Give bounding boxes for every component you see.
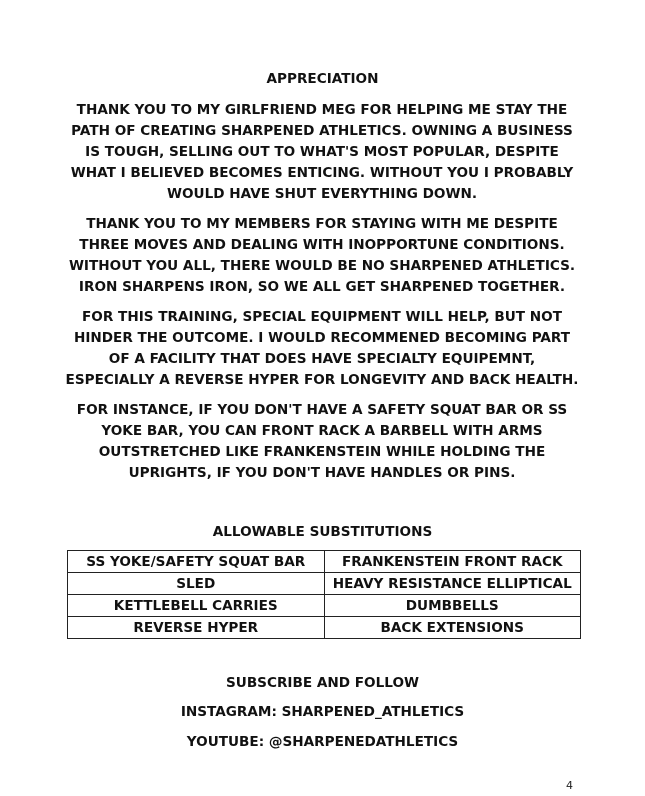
table-row: [68, 617, 581, 639]
table-cell: BACK EXTENSIONS: [324, 617, 581, 639]
instagram-handle: INSTAGRAM: SHARPENED_ATHLETICS: [180, 704, 465, 720]
youtube-handle: YOUTUBE: @SHARPENEDATHLETICS: [186, 734, 459, 750]
table-cell: DUMBBELLS: [324, 595, 581, 617]
appreciation-heading: APPRECIATION: [266, 71, 379, 87]
table-cell: HEAVY RESISTANCE ELLIPTICAL: [324, 573, 581, 595]
table-cell: REVERSE HYPER: [68, 617, 325, 639]
appreciation-paragraph-2: THANK YOU TO MY MEMBERS FOR STAYING WITH ME DESPITE THREE MOVES AND DEALING WITH INOPPORTUNE CONDITIONS. WITHOUT YOU ALL, THERE WOULD BE NO SHARPENED ATHLETICS. IRON SHARPENS IRON, SO WE ALL GET SHARPENED TOGETHER.: [68, 216, 576, 295]
table-cell: SS YOKE/SAFETY SQUAT BAR: [68, 551, 325, 573]
table-cell: FRANKENSTEIN FRONT RACK: [324, 551, 581, 573]
table-row: [68, 551, 581, 573]
table-row: [68, 595, 581, 617]
page-number: 4: [566, 779, 573, 792]
follow-heading: SUBSCRIBE AND FOLLOW: [225, 675, 419, 691]
appreciation-paragraph-1: THANK YOU TO MY GIRLFRIEND MEG FOR HELPING ME STAY THE PATH OF CREATING SHARPENED ATHLETICS. OWNING A BUSINESS IS TOUGH, SELLING OUT TO WHAT'S MOST POPULAR, DESPITE WHAT I BELIEVED BECOMES ENTICING. WITHOUT YOU I PROBABLY WOULD HAVE SHUT EVERYTHING DOWN.: [70, 102, 574, 202]
table-row: [68, 573, 581, 595]
substitutions-table: [67, 550, 581, 639]
table-cell: KETTLEBELL CARRIES: [68, 595, 325, 617]
substitutions-heading: ALLOWABLE SUBSTITUTIONS: [212, 524, 433, 540]
appreciation-paragraph-4: FOR INSTANCE, IF YOU DON'T HAVE A SAFETY SQUAT BAR OR SS YOKE BAR, YOU CAN FRONT RACK A BARBELL WITH ARMS OUTSTRETCHED LIKE FRANKENSTEIN WHILE HOLDING THE UPRIGHTS, IF YOU DON'T HAVE HANDLES OR PINS.: [76, 402, 568, 481]
appreciation-paragraph-3: FOR THIS TRAINING, SPECIAL EQUIPMENT WILL HELP, BUT NOT HINDER THE OUTCOME. I WOULD RECOMMENED BECOMING PART OF A FACILITY THAT DOES HAVE SPECIALTY EQUIPEMNT, ESPECIALLY A REVERSE HYPER FOR LONGEVITY AND BACK HEALTH.: [65, 309, 579, 388]
table-cell: SLED: [68, 573, 325, 595]
